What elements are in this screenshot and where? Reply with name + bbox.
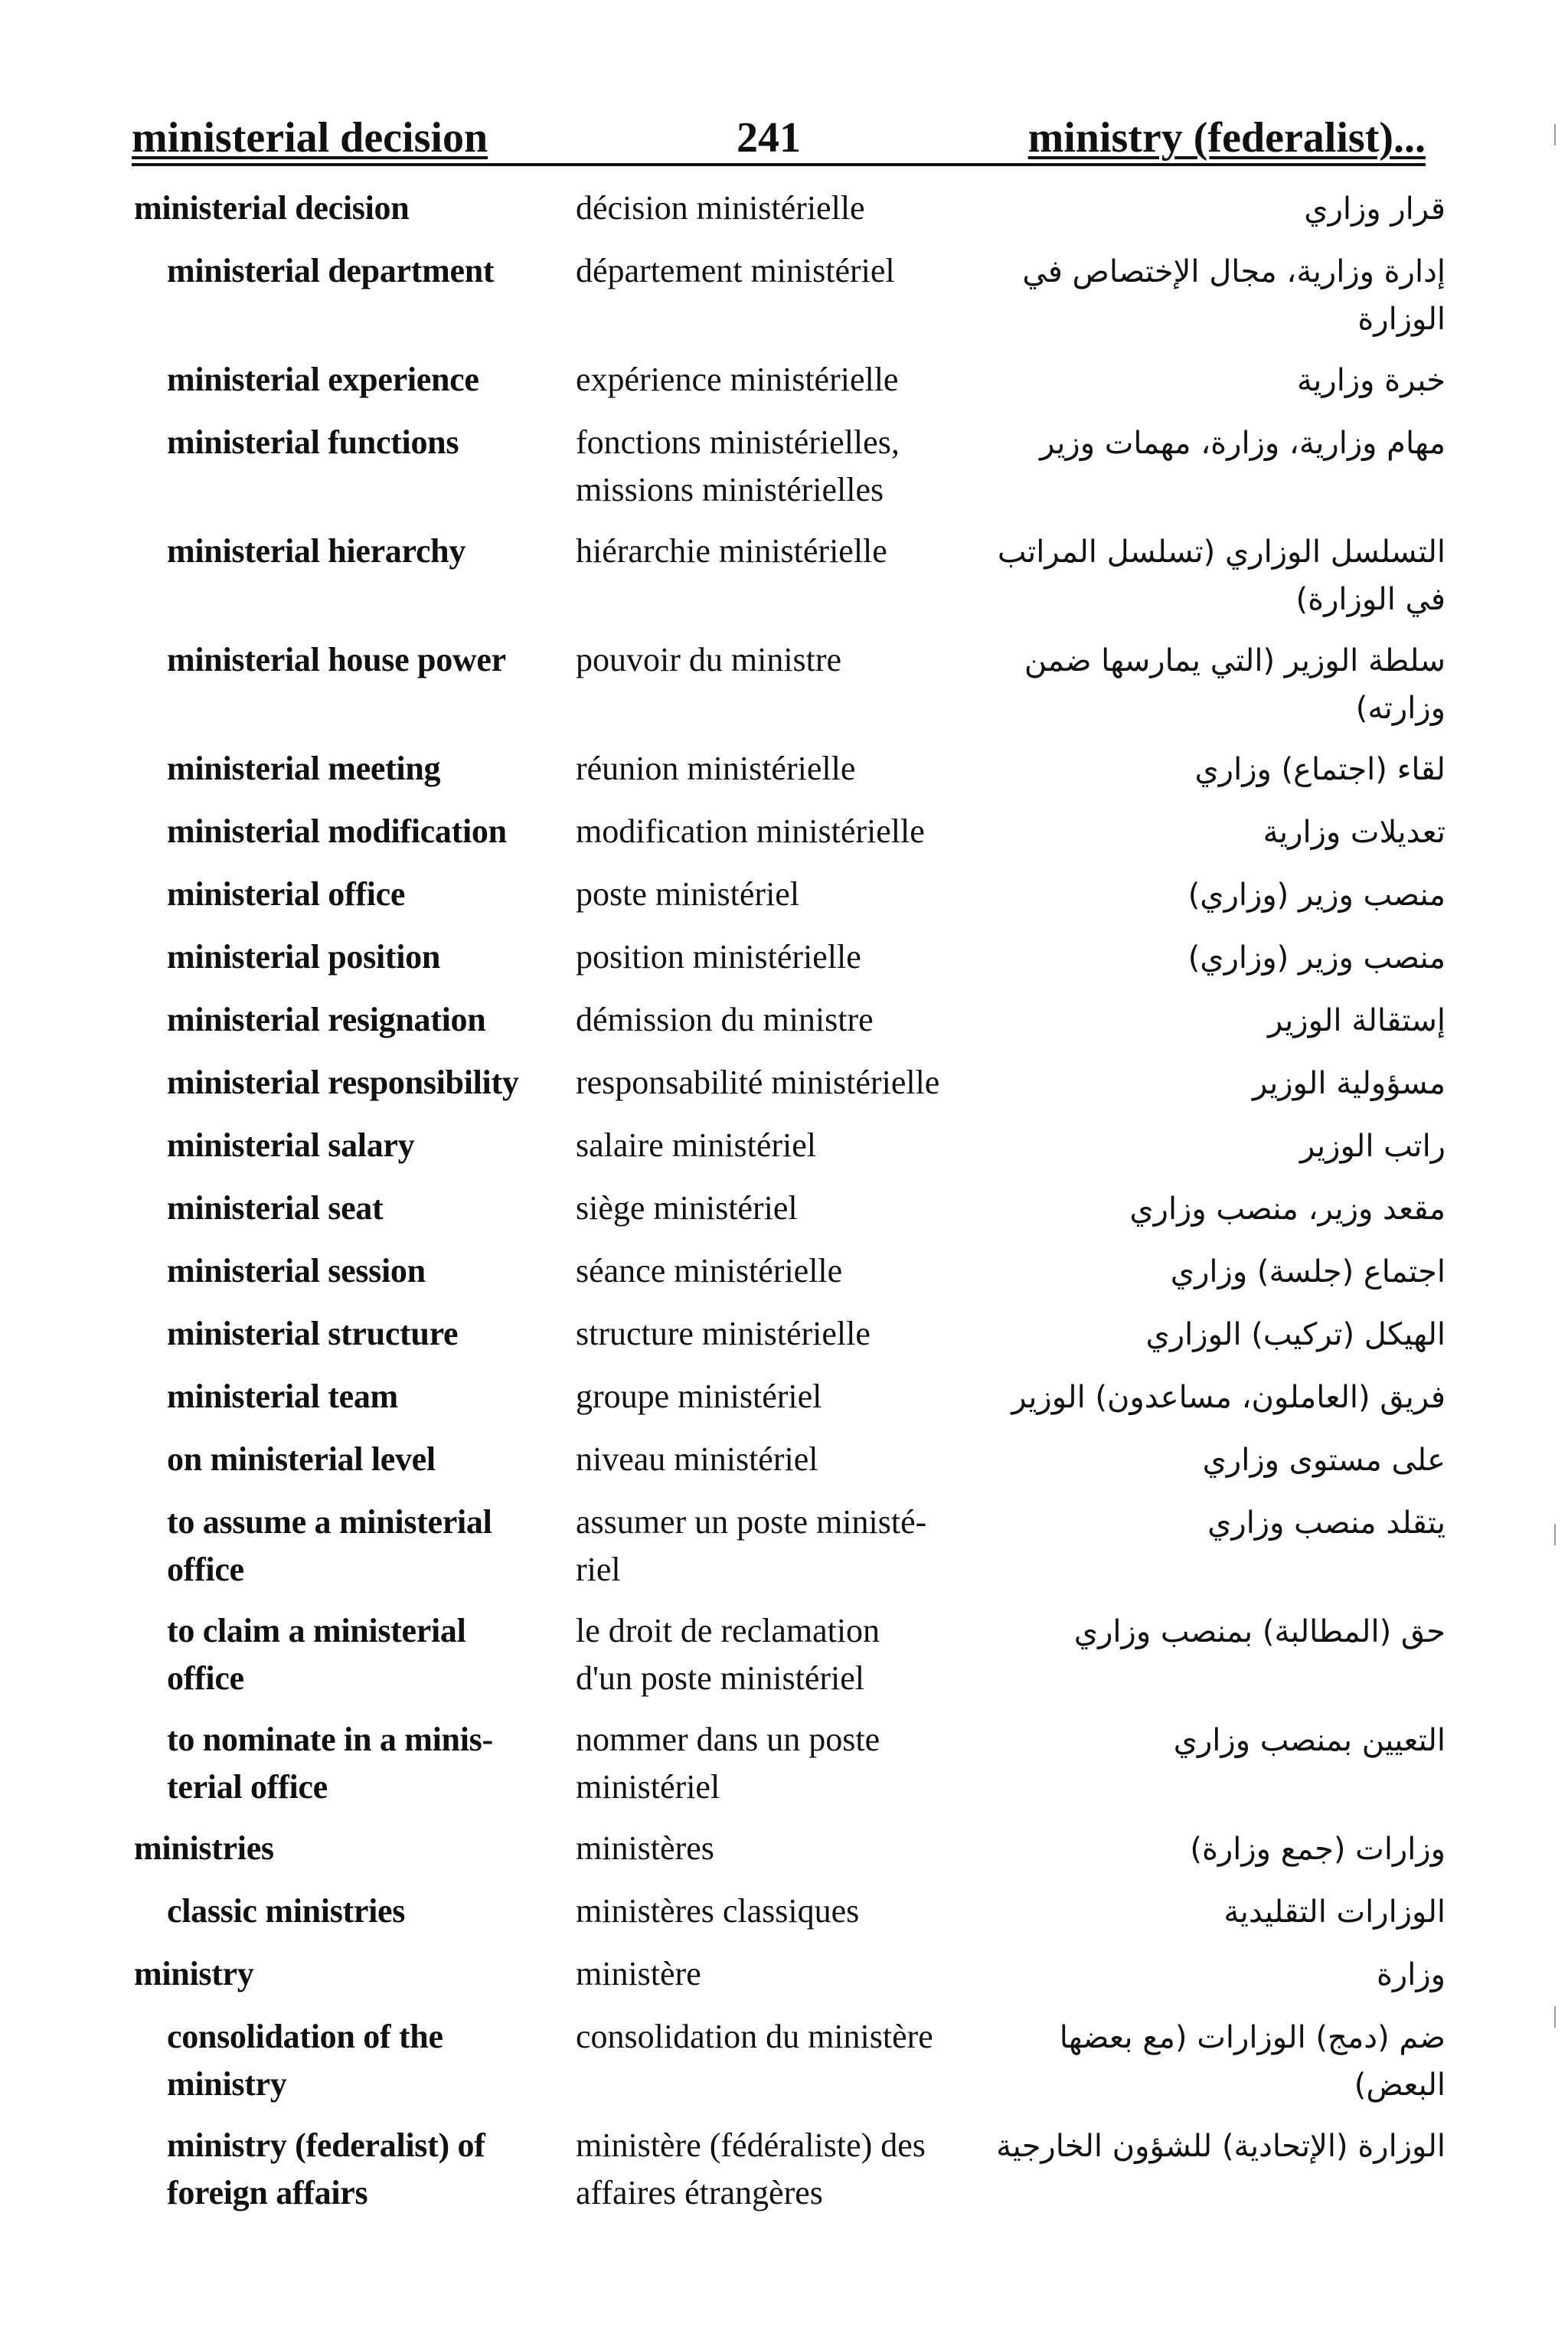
entry-french-translation: fonctions ministérielles, bbox=[576, 423, 900, 461]
entry-french-translation: assumer un poste ministé- bbox=[576, 1503, 927, 1541]
entry-arabic-translation: يتقلد منصب وزاري bbox=[1207, 1505, 1446, 1541]
margin-mark bbox=[1554, 2006, 1556, 2028]
entry-english-term: ministerial department bbox=[167, 252, 495, 289]
entry-english-term: ministerial meeting bbox=[167, 750, 441, 787]
entry-english-term: consolidation of the bbox=[167, 2018, 443, 2055]
entry-french-translation: riel bbox=[576, 1551, 621, 1588]
entry-english-term: ministerial team bbox=[167, 1378, 398, 1415]
entry-english-term: to nominate in a minis- bbox=[167, 1721, 493, 1758]
entry-arabic-translation: وزارته) bbox=[1355, 691, 1446, 726]
entry-arabic-translation: إستقالة الوزير bbox=[1268, 1003, 1446, 1038]
entry-arabic-translation: منصب وزير (وزاري) bbox=[1187, 940, 1446, 976]
entry-arabic-translation: على مستوى وزاري bbox=[1202, 1443, 1446, 1478]
margin-mark bbox=[1554, 1524, 1556, 1545]
entry-english-term: foreign affairs bbox=[167, 2174, 368, 2211]
entry-english-term: ministerial responsibility bbox=[167, 1064, 519, 1101]
entry-arabic-translation: البعض) bbox=[1354, 2068, 1446, 2103]
entry-french-translation: hiérarchie ministérielle bbox=[576, 532, 887, 570]
entry-french-translation: séance ministérielle bbox=[576, 1252, 843, 1290]
page-number: 241 bbox=[737, 114, 801, 162]
entry-arabic-translation: تعديلات وزارية bbox=[1263, 815, 1446, 850]
entry-arabic-translation: وزارات (جمع وزارة) bbox=[1190, 1832, 1446, 1867]
entry-french-translation: responsabilité ministérielle bbox=[576, 1064, 940, 1101]
entry-french-translation: modification ministérielle bbox=[576, 812, 925, 850]
entry-english-term: classic ministries bbox=[167, 1892, 406, 1930]
entry-arabic-translation: لقاء (اجتماع) وزاري bbox=[1194, 752, 1446, 787]
entry-english-term: ministry bbox=[167, 2065, 287, 2103]
entry-arabic-translation: قرار وزاري bbox=[1304, 191, 1446, 227]
entry-french-translation: consolidation du ministère bbox=[576, 2018, 933, 2055]
entry-french-translation: ministère bbox=[576, 1955, 701, 1992]
running-head-first-entry: ministerial decision bbox=[132, 114, 488, 162]
entry-french-translation: département ministériel bbox=[576, 252, 895, 289]
entry-arabic-translation: التسلسل الوزاري (تسلسل المراتب bbox=[997, 534, 1446, 570]
entry-arabic-translation: سلطة الوزير (التي يمارسها ضمن bbox=[1024, 643, 1446, 678]
entry-english-term: ministerial hierarchy bbox=[167, 532, 466, 570]
entry-english-term: terial office bbox=[167, 1768, 328, 1806]
entry-arabic-translation: فريق (العاملون، مساعدون) الوزير bbox=[1011, 1380, 1446, 1415]
entry-english-term: ministerial functions bbox=[167, 423, 459, 461]
entry-english-term: office bbox=[167, 1551, 244, 1588]
entry-french-translation: salaire ministériel bbox=[576, 1126, 816, 1164]
entry-english-term: ministerial salary bbox=[167, 1126, 415, 1164]
entry-french-translation: ministères bbox=[576, 1829, 714, 1867]
entry-arabic-translation: وزارة bbox=[1376, 1957, 1446, 1992]
entry-english-term: ministerial structure bbox=[167, 1315, 459, 1352]
entry-arabic-translation: ضم (دمج) الوزارات (مع بعضها bbox=[1059, 2020, 1446, 2055]
entry-french-translation: siège ministériel bbox=[576, 1189, 798, 1227]
entry-french-translation: réunion ministérielle bbox=[576, 750, 856, 787]
entry-english-term: ministerial office bbox=[167, 875, 406, 913]
entry-french-translation: pouvoir du ministre bbox=[576, 641, 842, 678]
entry-english-term: on ministerial level bbox=[167, 1440, 436, 1478]
entry-english-term: ministerial position bbox=[167, 938, 441, 976]
entry-french-translation: missions ministérielles bbox=[576, 471, 884, 508]
entry-arabic-translation: إدارة وزارية، مجال الإختصاص في bbox=[1022, 254, 1446, 289]
entry-french-translation: nommer dans un poste bbox=[576, 1721, 880, 1758]
entry-english-term: ministries bbox=[134, 1829, 274, 1867]
entry-arabic-translation: مهام وزارية، وزارة، مهمات وزير bbox=[1040, 426, 1446, 461]
entry-french-translation: position ministérielle bbox=[576, 938, 861, 976]
header-rule bbox=[132, 163, 1426, 166]
entry-french-translation: poste ministériel bbox=[576, 875, 800, 913]
entry-english-term: ministerial modification bbox=[167, 812, 507, 850]
entry-french-translation: d'un poste ministériel bbox=[576, 1659, 864, 1697]
entry-french-translation: démission du ministre bbox=[576, 1001, 874, 1038]
entry-french-translation: structure ministérielle bbox=[576, 1315, 871, 1352]
entry-arabic-translation: الهيكل (تركيب) الوزاري bbox=[1145, 1317, 1446, 1352]
entry-arabic-translation: راتب الوزير bbox=[1299, 1129, 1446, 1164]
entry-arabic-translation: في الوزارة) bbox=[1295, 582, 1446, 617]
running-head bbox=[132, 107, 1426, 168]
entry-french-translation: décision ministérielle bbox=[576, 189, 865, 227]
margin-mark bbox=[1554, 124, 1556, 145]
entry-french-translation: niveau ministériel bbox=[576, 1440, 818, 1478]
entry-english-term: office bbox=[167, 1659, 244, 1697]
entry-french-translation: ministériel bbox=[576, 1768, 720, 1806]
entry-english-term: to claim a ministerial bbox=[167, 1612, 466, 1649]
entry-arabic-translation: حق (المطالبة) بمنصب وزاري bbox=[1073, 1614, 1446, 1649]
entry-french-translation: ministères classiques bbox=[576, 1892, 860, 1930]
entry-english-term: ministerial house power bbox=[167, 641, 506, 678]
entry-arabic-translation: منصب وزير (وزاري) bbox=[1187, 878, 1446, 913]
entry-french-translation: le droit de reclamation bbox=[576, 1612, 880, 1649]
entry-french-translation: groupe ministériel bbox=[576, 1378, 822, 1415]
entry-english-term: ministerial session bbox=[167, 1252, 426, 1290]
entry-english-term: to assume a ministerial bbox=[167, 1503, 492, 1541]
entry-english-term: ministerial experience bbox=[167, 361, 479, 398]
entry-arabic-translation: التعيين بمنصب وزاري bbox=[1173, 1723, 1446, 1758]
entry-english-term: ministerial resignation bbox=[167, 1001, 486, 1038]
entry-english-term: ministry bbox=[134, 1955, 254, 1992]
entry-arabic-translation: الوزارة (الإتحادية) للشؤون الخارجية bbox=[996, 2129, 1446, 2164]
entry-arabic-translation: مقعد وزير، منصب وزاري bbox=[1129, 1191, 1446, 1227]
entry-arabic-translation: الوزارات التقليدية bbox=[1223, 1894, 1446, 1930]
entry-arabic-translation: الوزارة bbox=[1357, 302, 1446, 337]
entry-french-translation: expérience ministérielle bbox=[576, 361, 899, 398]
entry-french-translation: affaires étrangères bbox=[576, 2174, 823, 2211]
entry-arabic-translation: اجتماع (جلسة) وزاري bbox=[1170, 1254, 1446, 1290]
entry-english-term: ministry (federalist) of bbox=[167, 2126, 485, 2164]
entry-french-translation: ministère (fédéraliste) des bbox=[576, 2126, 926, 2164]
running-head-last-entry: ministry (federalist)... bbox=[1027, 114, 1426, 162]
entry-arabic-translation: مسؤولية الوزير bbox=[1253, 1066, 1446, 1101]
entry-english-term: ministerial seat bbox=[167, 1189, 384, 1227]
entry-english-term: ministerial decision bbox=[134, 189, 410, 227]
entry-arabic-translation: خبرة وزارية bbox=[1296, 363, 1446, 398]
